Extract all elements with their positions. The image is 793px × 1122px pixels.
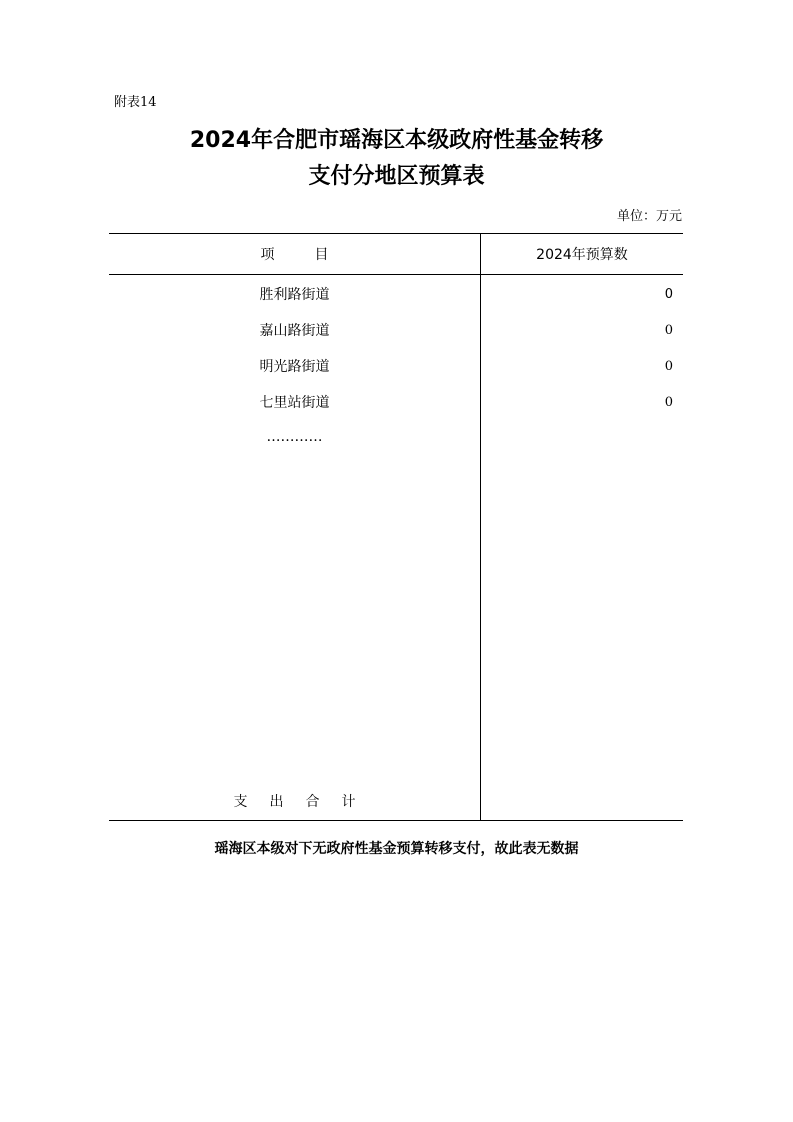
table-row-value: 0 bbox=[664, 395, 673, 410]
table-row-name: 七里站街道 bbox=[259, 395, 330, 411]
header-budget: 2024年预算数 bbox=[536, 247, 628, 263]
table-row-value: 0 bbox=[664, 287, 673, 302]
header-item-char-b: 目 bbox=[314, 247, 329, 263]
page-title-line1: 2024年合肥市瑶海区本级政府性基金转移 bbox=[189, 128, 604, 153]
table-row-value: 0 bbox=[664, 359, 673, 374]
column-divider bbox=[480, 234, 481, 820]
ellipsis-row: ………… bbox=[266, 429, 323, 445]
document-label: 附表14 bbox=[114, 95, 157, 110]
page-title-line2: 支付分地区预算表 bbox=[308, 164, 485, 189]
header-item-char-a: 项 bbox=[260, 247, 275, 263]
table-row-name: 明光路街道 bbox=[259, 359, 330, 375]
total-label: 支出合计 bbox=[233, 794, 378, 810]
footnote: 瑶海区本级对下无政府性基金预算转移支付，故此表无数据 bbox=[214, 841, 579, 857]
header-divider bbox=[109, 274, 683, 275]
unit-label: 单位：万元 bbox=[616, 209, 682, 224]
budget-table bbox=[109, 233, 683, 821]
header-item bbox=[109, 246, 480, 264]
table-row-value: 0 bbox=[664, 323, 673, 338]
table-row-name: 胜利路街道 bbox=[259, 287, 330, 303]
table-row-name: 嘉山路街道 bbox=[259, 323, 330, 339]
